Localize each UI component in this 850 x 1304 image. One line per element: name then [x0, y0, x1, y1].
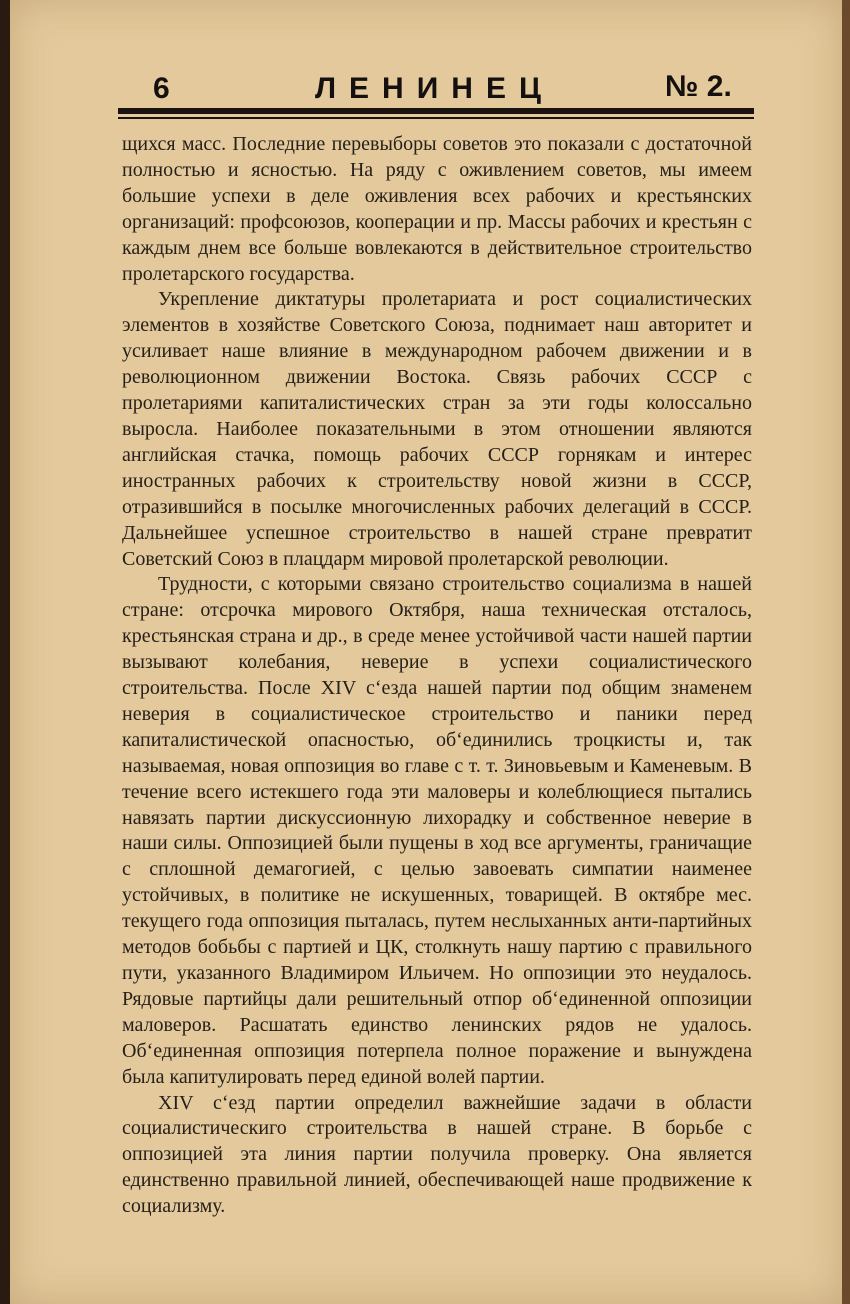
scan-left-edge	[0, 0, 10, 1304]
masthead-title: ЛЕНИНЕЦ	[315, 72, 554, 105]
newspaper-page	[10, 0, 842, 1304]
page-header	[10, 68, 842, 108]
scan-right-edge	[842, 0, 850, 1304]
issue-number: № 2.	[665, 70, 732, 103]
header-rule-thin	[118, 117, 754, 119]
header-rule-thick	[118, 108, 754, 114]
paragraph-1: щихся масс. Последние перевыборы советов это показали с достаточной полностью и ясностью. На ряду с оживлением советов, мы имеем большие успехи в деле оживления всех рабочих и крестьянских организаций: профсоюзов, кооперации и пр. Массы рабочих и крестьян с каждым днем все больше вовлекаются в действительное строительство пролетарского государства.	[122, 133, 752, 285]
page-number: 6	[153, 72, 170, 105]
paragraph-3: Трудности, с которыми связано строительство социализма в нашей стране: отсрочка мирового Октября, наша техническая отсталось, крестьянская страна и др., в среде менее устойчивой части нашей партии вызывают колебания, неверие в успехи социалистического строительства. После XIV с‘езда нашей партии под общим знаменем неверия в социалистическое строительство и паники перед капиталистической опасностью, об‘единились троцкисты и, так называемая, новая оппозиция во главе с т. т. Зиновьевым и Каменевым. В течение всего истекшего года эти маловеры и колеблющиеся пытались навязать партии дискуссионную лихорадку и собственное неверие в наши силы. Оппозицией были пущены в ход все аргументы, граничащие с сплошной демагогией, с целью завоевать симпатии наименее устойчивых, в политике не искушенных, товарищей. В октябре мес. текущего года оппозиция пыталась, путем неслыханных анти-партийных методов бобьбы с партией и ЦК, столкнуть нашу партию с правильного пути, указанного Владимиром Ильичем. Но оппозиции это неудалось. Рядовые партийцы дали решительный отпор об‘единенной оппозиции маловеров. Расшатать единство ленинских рядов не удалось. Об‘единенная оппозиция потерпела полное поражение и вынуждена была капитулировать перед единой волей партии.	[122, 573, 752, 1088]
paragraph-2: Укрепление диктатуры пролетариата и рост социалистических элементов в хозяйстве Советского Союза, поднимает наш авторитет и усиливает наше влияние в международном рабочем движении и в революционном движении Востока. Связь рабочих СССР с пролетариями капиталистических стран за эти годы колоссально выросла. Наиболее показательными в этом отношении являются английская стачка, помощь рабочих СССР горнякам и интерес иностранных рабочих к строительству новой жизни в СССР, отразившийся в посылке многочисленных рабочих делегаций в СССР. Дальнейшее успешное строительство в нашей стране превратит Советский Союз в плацдарм мировой пролетарской революции.	[122, 288, 752, 570]
paragraph-4: XIV с‘езд партии определил важнейшие задачи в области социалистическиго строительства в нашей стране. В борьбе с оппозицией эта линия партии получила проверку. Она является единственно правильной линией, обеспечивающей наше продвижение к социализму.	[122, 1091, 752, 1218]
article-body	[122, 132, 752, 1220]
